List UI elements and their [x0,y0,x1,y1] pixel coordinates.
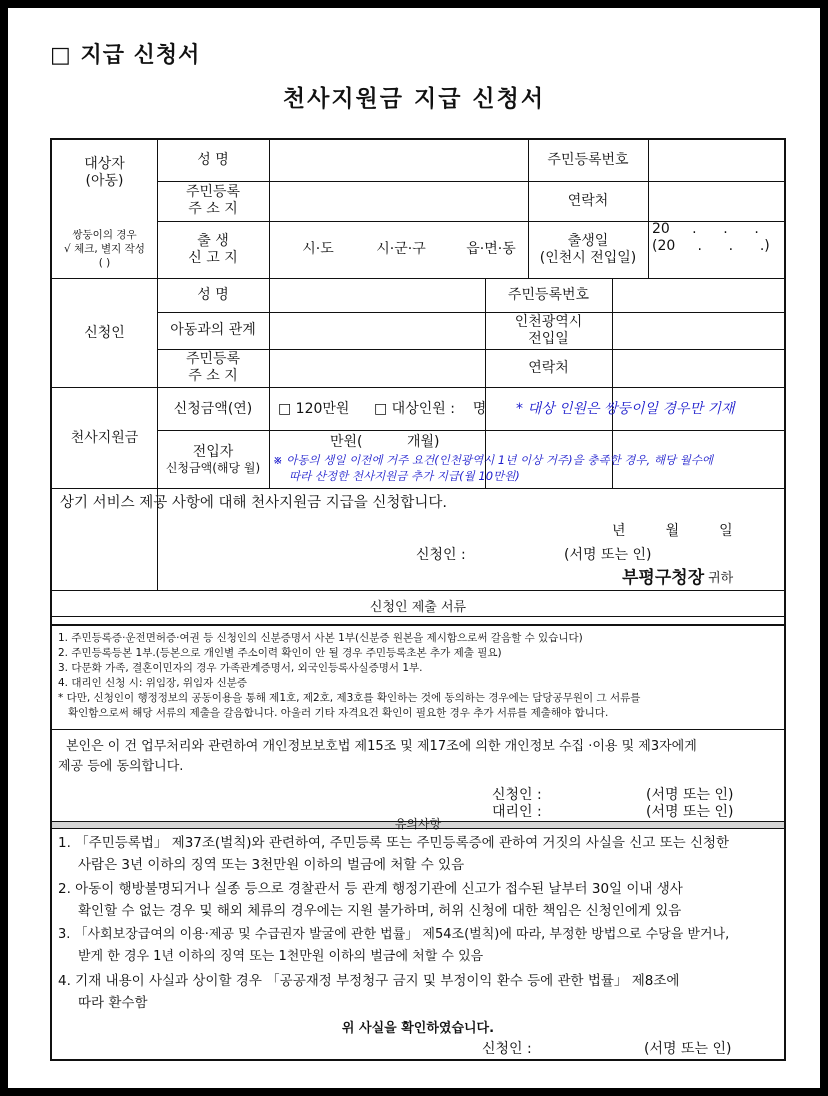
target-address-label-line1: 주민등록 [185,184,241,200]
notes-title: 유의사항 [394,816,442,831]
document-item: 3. 다문화 가족, 결혼이민자의 경우 가족관계증명서, 외국인등록사실증명서 1부. [58,662,423,674]
divider [52,624,784,626]
birthdate-label [528,221,648,278]
birthdate-field[interactable] [652,221,784,278]
option-headcount-checkbox[interactable]: □ 대상인원 : 명 [374,400,487,417]
birthplace-label [157,221,269,278]
sido-label: 시·도 [302,241,334,257]
notes-confirm: 위 사실을 확인하였습니다. [341,1020,495,1036]
incheon-move-label-line1: 인천광역시 [514,313,583,330]
transfer-amount-label [157,430,269,488]
target-label [52,158,157,188]
recipient [622,566,784,590]
eupmyeondong-label: 읍·면·동 [466,241,516,257]
option-120-checkbox[interactable]: □ 120만원 [278,400,350,417]
transfer-label-line2: 신청금액(해당 월) [165,460,261,475]
divider [52,590,784,591]
recipient-name: 부평구청장 [622,567,705,588]
transfer-label-line1: 전입자 [192,443,234,460]
applicant-rrn-label: 주민등록번호 [507,286,590,303]
target-rrn-field[interactable] [648,140,784,181]
applicant-rrn-field[interactable] [612,278,784,312]
birthplace-label-line1: 출 생 [197,232,229,249]
note-line: 2. 아동이 행방불명되거나 실종 등으로 경찰관서 등 관계 행정기관에 신고가 접수된 날부터 30일 이내 생사 [58,881,683,897]
target-address-label [157,181,269,221]
target-address-field[interactable] [269,181,528,221]
consent-line1: 본인은 이 건 업무처리와 관련하여 개인정보보호법 제15조 및 제17조에 의한 개인정보 수집 ·이용 및 제3자에게 [66,738,697,754]
notes-sign-hint[interactable]: (서명 또는 인) [644,1040,732,1057]
twin-only-note: * 대상 인원은 쌍둥이일 경우만 기재 [516,400,735,417]
birthdate-value-line1: 20 . . . [652,221,759,237]
target-name-label: 성 명 [197,152,229,168]
sigungu-label: 시·군·구 [376,241,426,257]
incheon-move-field[interactable] [612,312,784,349]
documents-title: 신청인 제출 서류 [369,599,467,615]
target-contact-field[interactable] [648,181,784,221]
relation-label: 아동과의 관계 [170,322,256,338]
declaration-sign-hint[interactable]: (서명 또는 인) [564,546,652,563]
consent-applicant-label: 신청인 : [492,786,542,803]
divider [52,729,784,730]
declaration-text: 상기 서비스 제공 사항에 대해 천사지원금 지급을 신청합니다. [60,494,448,511]
birthdate-value-line2: (20 . . .) [652,238,770,254]
note-item [58,832,780,876]
relation-field[interactable] [269,312,485,349]
twin-note [52,222,157,276]
declaration-date[interactable]: 년 월 일 [612,522,733,539]
applicant-name-field[interactable] [269,278,485,312]
note-line: 따라 환수함 [78,995,148,1011]
birthdate-label-line2: (인천시 전입일) [539,249,637,266]
applicant-address-label-line1: 주민등록 [185,351,241,367]
target-contact-label: 연락처 [567,192,609,209]
target-rrn-label: 주민등록번호 [547,152,629,168]
note-line: 확인할 수 없는 경우 및 해외 체류의 경우에는 지원 불가하며, 허위 신청에 대한 책임은 신청인에게 있음 [78,903,682,919]
consent-line2: 제공 등에 동의합니다. [58,758,184,774]
transfer-note-line2: 따라 산정한 천사지원금 추가 지급(월 10만원) [289,468,520,483]
transfer-note-line1: ※ 아동의 생일 이전에 거주 요건(인천광역시 1년 이상 거주)을 충족한 경우, 해당 월수에 [273,452,714,467]
twin-checkbox[interactable]: ( ) [98,257,111,269]
twin-note-line2: √ 체크, 별지 작성 [64,243,145,255]
applicant-address-field[interactable] [269,349,485,387]
applicant-address-label-line2: 주 소 지 [188,368,238,384]
target-name-field[interactable] [269,140,528,181]
applicant-name-label: 성 명 [197,286,229,303]
document-item: 2. 주민등록등본 1부.(등본으로 개인별 주소이력 확인이 안 될 경우 주민등록초본 추가 제출 필요) [58,647,502,659]
target-label-line2: (아동) [85,173,124,189]
incheon-move-label [485,312,612,349]
support-label: 천사지원금 [70,429,139,446]
target-address-label-line2: 주 소 지 [188,201,238,217]
document-item: 확인함으로써 해당 서류의 제출을 갈음합니다. 아울러 기타 자격요건 확인이 필요한 경우 추가 서류를 제출해야 합니다. [58,707,609,719]
transfer-amount-field[interactable]: 만원( 개월) [330,433,440,450]
incheon-move-label-line2: 전입일 [528,330,569,347]
divider [269,430,270,474]
note-line: 사람은 3년 이하의 징역 또는 3천만원 이하의 벌금에 처할 수 있음 [78,857,465,873]
form-title: 천사지원금 지급 신청서 [282,86,546,112]
birthdate-label-line1: 출생일 [567,232,609,249]
note-item [58,878,780,922]
applicant-label: 신청인 [84,324,125,341]
note-item [58,924,780,968]
divider [52,616,784,617]
form-page [8,8,820,1088]
declaration-signer-label: 신청인 : [416,546,466,563]
section-header: □ 지급 신청서 [50,43,201,68]
document-item: * 다만, 신청인이 행정정보의 공동이용을 통해 제1호, 제2호, 제3호를 확인하는 것에 동의하는 경우에는 담당공무원이 그 서류를 [58,692,641,704]
document-item: 4. 대리인 신청 시: 위임장, 위임자 신분증 [58,677,248,689]
note-line: 3. 「사회보장급여의 이용·제공 및 수급권자 발굴에 관한 법률」 제54조(벌칙)에 따라, 부정한 방법으로 수당을 받거나, [58,927,730,942]
twin-note-line1: 쌍둥이의 경우 [72,229,137,241]
target-label-line1: 대상자 [84,156,125,172]
applicant-address-label [157,349,269,387]
birthplace-label-line2: 신 고 지 [188,249,238,266]
notes-signer-label: 신청인 : [482,1040,532,1057]
note-line: 1. 「주민등록법」 제37조(벌칙)와 관련하여, 주민등록 또는 주민등록증에 관하여 거짓의 사실을 신고 또는 신청한 [58,835,730,851]
consent-agent-label: 대리인 : [492,803,542,820]
consent-applicant-sign[interactable]: (서명 또는 인) [646,786,734,803]
applicant-contact-label: 연락처 [528,359,569,376]
divider [52,488,784,489]
amount-label: 신청금액(연) [173,400,253,417]
document-item: 1. 주민등록증·운전면허증·여권 등 신청인의 신분증명서 사본 1부(신분증 원본을 제시함으로써 갈음할 수 있습니다) [58,632,583,644]
application-form [50,138,786,1061]
applicant-contact-field[interactable] [612,349,784,387]
recipient-honorific: 귀하 [708,570,734,586]
consent-agent-sign[interactable]: (서명 또는 인) [646,803,734,820]
note-line: 4. 기재 내용이 사실과 상이할 경우 「공공재정 부정청구 금지 및 부정이익 환수 등에 관한 법률」 제8조에 [58,973,680,989]
note-line: 받게 한 경우 1년 이하의 징역 또는 1천만원 이하의 벌금에 처할 수 있음 [78,949,484,964]
note-item [58,970,780,1014]
